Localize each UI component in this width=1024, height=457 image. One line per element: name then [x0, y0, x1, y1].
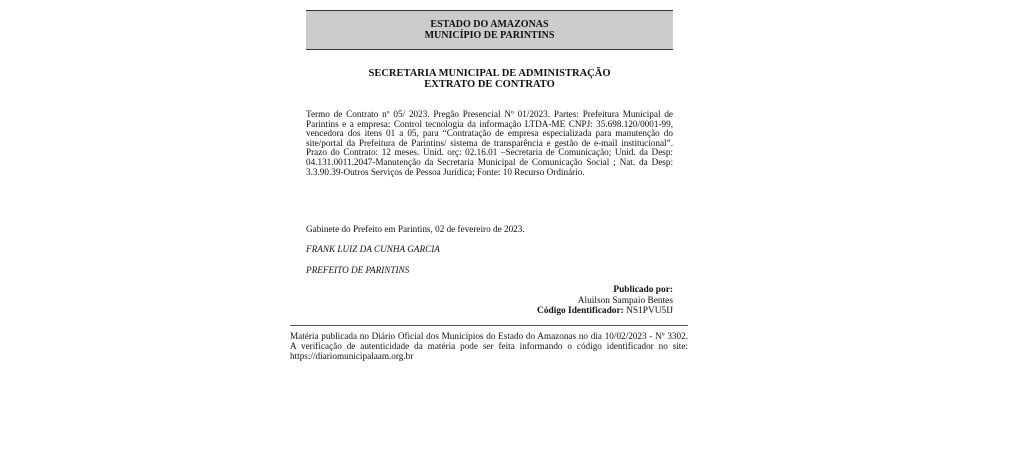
section-heading — [306, 68, 673, 90]
contract-paragraph: Termo de Contrato nº 05/ 2023. Pregão Presencial Nº 01/2023. Partes: Prefeitura Municipal de Parintins e a empresa: Control tecnologia da informação LTDA-ME CNPJ: 35.698.120/0001-99, vencedora dos itens 01 a 05, para “Contratação de empresa especializada para manutenção do site/portal da Prefeitura de Parintins/ sistema de transparência e gestão de e-mail institucional”. Prazo do Contrato: 12 meses. Unid. orç: 02.16.01 –Secretaria de Comunicação; Unid. da Desp: 04.131.0011.2047-Manutenção da Secretaria Municipal de Comunicação Social ; Nat. da Desp: 3.3.90.39-Outros Serviços de Pessoa Jurídica; Fonte: 10 Recurso Ordinário. — [306, 109, 673, 177]
signer-name: FRANK LUIZ DA CUNHA GARCIA — [306, 244, 440, 254]
header-state: ESTADO DO AMAZONAS — [430, 19, 549, 30]
section-title: SECRETARIA MUNICIPAL DE ADMINISTRAÇÃO — [368, 68, 611, 79]
footer-note: Matéria publicada no Diário Oficial dos Municípios do Estado do Amazonas no dia 10/02/2023 - Nº 3302. A verificação de autenticidade da matéria pode ser feita informando o código identificador no site: https://diariomunicipalaam.org.br — [290, 331, 688, 361]
identifier-label: Código Identificador: — [537, 306, 624, 316]
identifier-value: NS1PVU5IJ — [626, 306, 673, 316]
header-municipality: MUNICÍPIO DE PARINTINS — [424, 30, 555, 41]
section-subtitle: EXTRATO DE CONTRATO — [424, 79, 555, 90]
gabinete-line: Gabinete do Prefeito em Parintins, 02 de fevereiro de 2023. — [306, 224, 525, 234]
identifier-line — [306, 306, 673, 317]
signer-role: PREFEITO DE PARINTINS — [306, 265, 410, 275]
header-banner — [306, 10, 673, 50]
footer-divider — [290, 325, 688, 326]
publication-block — [306, 285, 673, 317]
published-by-label: Publicado por: — [613, 285, 673, 295]
publisher-name: Aluilson Sampaio Bentes — [577, 295, 673, 306]
